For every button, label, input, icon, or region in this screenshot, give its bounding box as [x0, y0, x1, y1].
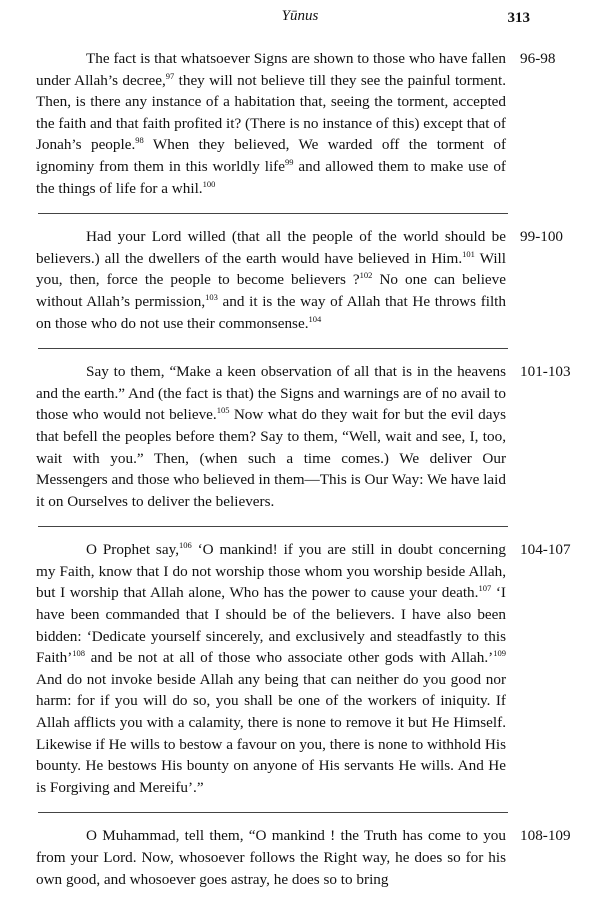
passage-text: Had your Lord willed (that all the people of the world should be believers.) all the dwellers of the earth would have believed in Him.$^{101}$ Will you, then, force the people to become believers ?$^{102}$ No one can believe without Allah’s permission,$^{103}$ and it is the way of Allah that He throws filth on those who do not use their commonsense.$^{104}$	[36, 228, 506, 332]
footnote-ref: 103	[205, 291, 218, 302]
footnote-ref: 107	[478, 583, 492, 594]
passage-96-98	[36, 48, 556, 199]
running-title: Yūnus	[281, 8, 319, 24]
footnote-ref: 108	[72, 648, 86, 659]
footnote-ref: 105	[216, 405, 230, 416]
passage-101-103	[36, 361, 571, 512]
footnote-ref: 104	[308, 313, 322, 324]
passage-99-100	[36, 226, 564, 334]
divider	[38, 526, 508, 527]
footnote-ref: 101	[462, 248, 475, 259]
passage-text: Say to them, “Make a keen observation of all that is in the heavens and the earth.” And (the fact is that) the Signs and warnings are of no avail to those who would not believe.$^{105}$ Now what do they wait for but the evil days that befell the peoples before them? Say to them, “Well, wait and see, I, too, wait with you.” Then, (when such a time comes.) We deliver Our Messengers and those who believed in them—This is Our Way: We have laid it on Ourselves to deliver the believers.	[36, 363, 506, 510]
divider	[38, 213, 508, 214]
page-header	[0, 4, 600, 32]
footnote-ref: 99	[284, 156, 294, 167]
passage-text: The fact is that whatsoever Signs are shown to those who have fallen under Allah’s decree,$^{97}$ they will not believe till they see the painful torment. Then, is there any instance of a habitation that, seeing the torment, accepted the faith and that faith profited it? (There is no instance of this) except that of Jonah’s people.$^{98}$ When they believed, We warded off the torment of ignominy from them in this worldly life$^{99}$ and allowed them to make use of the things of life for a whil.$^{100}$	[36, 50, 506, 197]
verse-reference: 101-103	[520, 363, 571, 381]
page-body	[36, 48, 571, 904]
footnote-ref: 102	[359, 270, 373, 281]
verse-reference: 99-100	[520, 228, 564, 246]
footnote-ref: 109	[493, 648, 506, 659]
passage-108-109	[36, 825, 571, 890]
footnote-ref: 98	[135, 135, 144, 146]
passage-text: O Prophet say,$^{106}$ ‘O mankind! if you are still in doubt concerning my Faith, know that I do not worship those whom you worship beside Allah, but I worship that Allah alone, Who has the power to cause your death.$^{107}$ ‘I have been commanded that I should be of the believers. I have also been bidden: ‘Dedicate yourself sincerely, and exclusively and steadfastly to this Faith’$^{108}$ and be not at all of those who associate other gods with Allah.’$^{109}$ And do not invoke beside Allah any being that can neither do you good nor harm: for if you will do so, you shall be one of the workers of iniquity. If Allah afflicts you with a calamity, there is none to remove it but He Himself. Likewise if He wills to bestow a favour on you, there is none to withhold His bounty. He bestows His bounty on anyone of His servants He wills. And He is Forgiving and Mereifu’.”	[36, 540, 506, 796]
passage-text: O Muhammad, tell them, “O mankind ! the Truth has come to you from your Lord. Now, whosoever follows the Right way, he does so for his own good, and whosoever goes astray, he does so to bring	[36, 827, 506, 888]
divider	[38, 812, 508, 813]
verse-reference: 96-98	[520, 50, 556, 67]
divider	[38, 348, 508, 349]
footnote-ref: 106	[179, 540, 192, 551]
footnote-ref: 97	[165, 70, 175, 81]
verse-reference: 104-107	[520, 541, 571, 559]
page-number: 313	[507, 10, 530, 26]
passage-104-107	[36, 539, 571, 798]
footnote-ref: 100	[202, 178, 216, 189]
verse-reference: 108-109	[520, 827, 571, 845]
